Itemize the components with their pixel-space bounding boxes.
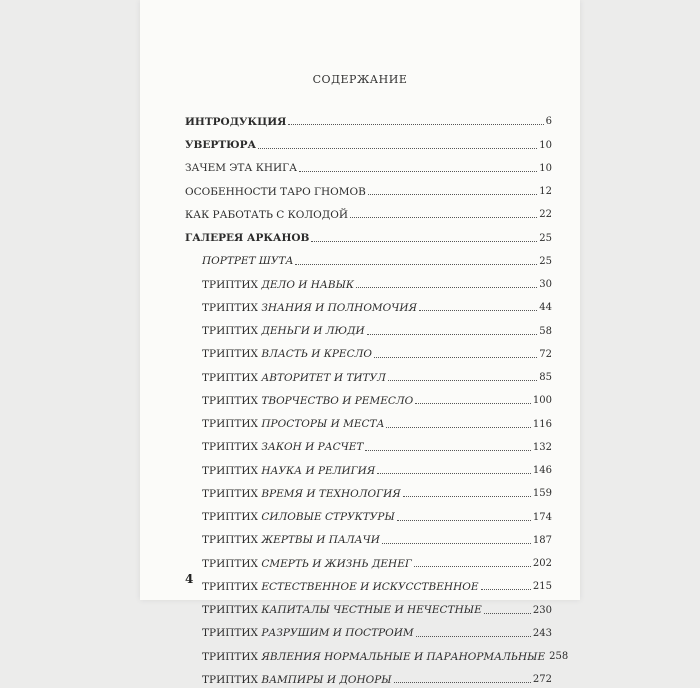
toc-entry-title bbox=[202, 535, 380, 546]
toc-entry-page: 230 bbox=[532, 604, 552, 616]
toc-entry-page: 10 bbox=[539, 139, 552, 151]
toc-entry bbox=[185, 130, 552, 153]
toc-entry-title bbox=[202, 373, 386, 384]
toc-entry-page: 243 bbox=[532, 627, 552, 639]
dot-leader bbox=[350, 217, 537, 218]
toc-entry-subtitle: НАУКА И РЕЛИГИЯ bbox=[261, 464, 376, 477]
toc-entry bbox=[185, 526, 552, 549]
toc-entry-title bbox=[202, 582, 479, 593]
toc-entry-title bbox=[202, 396, 413, 407]
toc-entry-subtitle: АВТОРИТЕТ И ТИТУЛ bbox=[261, 371, 386, 384]
toc-entry bbox=[185, 340, 552, 363]
toc-entry bbox=[185, 433, 552, 456]
toc-entry-title bbox=[202, 628, 414, 639]
toc-entry-title bbox=[185, 163, 297, 174]
toc-entry-lead: ТРИПТИХ bbox=[202, 650, 262, 663]
toc-entry bbox=[185, 154, 552, 177]
toc-entry-lead: ТРИПТИХ bbox=[202, 604, 262, 616]
toc-entry-title bbox=[202, 466, 375, 477]
toc-entry-subtitle: ЖЕРТВЫ И ПАЛАЧИ bbox=[261, 534, 380, 547]
toc-entry-subtitle: ЯВЛЕНИЯ НОРМАЛЬНЫЕ И ПАРАНОРМАЛЬНЫЕ bbox=[261, 650, 546, 663]
toc-entry-title bbox=[202, 349, 372, 360]
toc-entry-lead: ТРИПТИХ bbox=[202, 580, 262, 593]
table-of-contents bbox=[185, 107, 569, 688]
dot-leader bbox=[397, 520, 531, 521]
toc-entry-title bbox=[202, 675, 392, 686]
toc-entry-page: 12 bbox=[539, 186, 552, 197]
dot-leader bbox=[356, 287, 537, 288]
toc-entry-title bbox=[202, 605, 482, 616]
dot-leader bbox=[299, 171, 537, 172]
toc-entry-title bbox=[185, 210, 348, 221]
toc-entry bbox=[185, 665, 552, 688]
toc-entry bbox=[185, 572, 552, 595]
toc-entry-page: 30 bbox=[539, 279, 552, 290]
toc-entry-page: 6 bbox=[545, 116, 552, 128]
toc-entry-title bbox=[202, 489, 401, 500]
toc-entry-title bbox=[185, 117, 286, 128]
toc-entry-subtitle: СМЕРТЬ И ЖИЗНЬ ДЕНЕГ bbox=[261, 557, 412, 570]
dot-leader bbox=[288, 124, 543, 125]
toc-entry-title bbox=[202, 419, 384, 430]
toc-entry-subtitle: ДЕЛО И НАВЫК bbox=[261, 278, 355, 291]
toc-entry-page: 258 bbox=[549, 651, 569, 662]
toc-entry-page: 25 bbox=[539, 232, 552, 244]
dot-leader bbox=[367, 334, 538, 335]
toc-entry-page: 146 bbox=[532, 465, 552, 476]
toc-entry-page: 58 bbox=[539, 325, 552, 337]
dot-leader bbox=[481, 589, 531, 590]
toc-entry bbox=[185, 456, 552, 479]
toc-entry-lead: ТРИПТИХ bbox=[202, 627, 262, 640]
toc-entry-lead: ТРИПТИХ bbox=[202, 348, 262, 361]
toc-entry-title bbox=[202, 280, 354, 291]
toc-entry bbox=[185, 549, 552, 572]
toc-entry-title bbox=[202, 559, 412, 570]
toc-entry-subtitle: ЕСТЕСТВЕННОЕ И ИСКУССТВЕННОЕ bbox=[261, 580, 479, 593]
toc-entry-page: 272 bbox=[532, 674, 552, 686]
page-number: 4 bbox=[185, 572, 194, 586]
toc-entry-lead: ТРИПТИХ bbox=[202, 301, 262, 314]
toc-entry-lead: УВЕРТЮРА bbox=[185, 139, 257, 151]
toc-entry-lead: ТРИПТИХ bbox=[202, 441, 262, 454]
dot-leader bbox=[295, 264, 537, 265]
toc-entry bbox=[185, 107, 552, 130]
dot-leader bbox=[388, 380, 537, 381]
toc-entry bbox=[185, 247, 552, 270]
toc-entry-lead: ОСОБЕННОСТИ ТАРО ГНОМОВ bbox=[185, 185, 366, 198]
toc-entry-page: 22 bbox=[539, 209, 552, 221]
toc-entry bbox=[185, 223, 552, 246]
dot-leader bbox=[419, 310, 537, 311]
toc-entry-subtitle: ВЛАСТЬ И КРЕСЛО bbox=[261, 348, 372, 361]
toc-entry-page: 187 bbox=[532, 534, 552, 546]
toc-entry bbox=[185, 200, 552, 223]
toc-entry-lead: ТРИПТИХ bbox=[202, 673, 262, 686]
toc-entry-title bbox=[202, 326, 365, 337]
dot-leader bbox=[394, 682, 531, 683]
toc-entry bbox=[185, 409, 552, 432]
toc-entry-subtitle: КАПИТАЛЫ ЧЕСТНЫЕ И НЕЧЕСТНЫЕ bbox=[261, 604, 482, 616]
toc-entry-lead: ТРИПТИХ bbox=[202, 325, 262, 337]
toc-entry-title bbox=[202, 512, 395, 523]
toc-entry-page: 159 bbox=[532, 488, 552, 500]
toc-entry-lead: ТРИПТИХ bbox=[202, 278, 262, 291]
toc-entry-subtitle: ВРЕМЯ И ТЕХНОЛОГИЯ bbox=[261, 487, 401, 500]
toc-entry bbox=[185, 293, 552, 316]
toc-entry-page: 44 bbox=[539, 302, 552, 314]
toc-entry-lead: ИНТРОДУКЦИЯ bbox=[185, 115, 287, 128]
toc-entry-title bbox=[202, 256, 293, 267]
dot-leader bbox=[416, 636, 531, 637]
toc-entry-page: 25 bbox=[539, 255, 552, 267]
toc-entry bbox=[185, 595, 552, 618]
toc-entry-title bbox=[202, 442, 363, 453]
toc-entry-title bbox=[185, 187, 366, 198]
dot-leader bbox=[374, 357, 537, 358]
dot-leader bbox=[382, 543, 531, 544]
toc-entry-lead: ТРИПТИХ bbox=[202, 557, 262, 570]
dot-leader bbox=[368, 194, 537, 195]
toc-entry bbox=[185, 502, 552, 525]
toc-entry-lead: ТРИПТИХ bbox=[202, 464, 262, 477]
dot-leader bbox=[403, 496, 531, 497]
toc-title: СОДЕРЖАНИЕ bbox=[312, 73, 408, 86]
toc-entry-lead: ТРИПТИХ bbox=[202, 394, 262, 407]
toc-entry-lead: ТРИПТИХ bbox=[202, 511, 262, 523]
toc-entry-subtitle: ТВОРЧЕСТВО И РЕМЕСЛО bbox=[261, 394, 414, 407]
toc-entry-subtitle: ПОРТРЕТ ШУТА bbox=[202, 255, 294, 268]
toc-entry-subtitle: СИЛОВЫЕ СТРУКТУРЫ bbox=[261, 511, 395, 523]
dot-leader bbox=[258, 148, 537, 149]
toc-entry-page: 202 bbox=[532, 558, 552, 569]
toc-entry-lead: ГАЛЕРЕЯ АРКАНОВ bbox=[185, 232, 310, 244]
toc-entry-page: 116 bbox=[532, 418, 552, 430]
toc-entry-title bbox=[202, 303, 417, 314]
toc-entry bbox=[185, 363, 552, 386]
toc-entry bbox=[185, 619, 552, 642]
toc-entry bbox=[185, 479, 552, 502]
toc-entry-subtitle: ЗАКОН И РАСЧЕТ bbox=[261, 441, 364, 454]
toc-entry-page: 174 bbox=[532, 511, 552, 523]
toc-entry bbox=[185, 177, 552, 200]
dot-leader bbox=[484, 613, 531, 614]
toc-entry-subtitle: ДЕНЬГИ И ЛЮДИ bbox=[261, 325, 365, 337]
toc-entry bbox=[185, 316, 552, 339]
toc-entry-page: 85 bbox=[539, 372, 552, 383]
dot-leader bbox=[365, 450, 530, 451]
toc-entry-lead: ТРИПТИХ bbox=[202, 371, 262, 384]
toc-entry-title bbox=[185, 233, 309, 244]
toc-entry-subtitle: ВАМПИРЫ И ДОНОРЫ bbox=[261, 673, 392, 686]
toc-entry-lead: КАК РАБОТАТЬ С КОЛОДОЙ bbox=[185, 208, 349, 221]
toc-entry bbox=[185, 386, 552, 409]
dot-leader bbox=[311, 241, 537, 242]
dot-leader bbox=[386, 427, 530, 428]
toc-entry-lead: ТРИПТИХ bbox=[202, 487, 262, 500]
toc-entry-page: 215 bbox=[532, 581, 552, 593]
toc-entry bbox=[185, 642, 569, 665]
toc-entry bbox=[185, 270, 552, 293]
dot-leader bbox=[377, 473, 531, 474]
toc-entry-lead: ЗАЧЕМ ЭТА КНИГА bbox=[185, 162, 298, 175]
toc-entry-subtitle: ЗНАНИЯ И ПОЛНОМОЧИЯ bbox=[261, 301, 418, 314]
toc-entry-title bbox=[202, 652, 545, 663]
toc-entry-page: 100 bbox=[532, 395, 552, 407]
toc-entry-lead: ТРИПТИХ bbox=[202, 534, 262, 547]
dot-leader bbox=[414, 566, 531, 567]
toc-entry-page: 10 bbox=[539, 162, 552, 174]
book-page bbox=[140, 0, 580, 686]
toc-entry-page: 72 bbox=[539, 348, 552, 360]
toc-entry-lead: ТРИПТИХ bbox=[202, 418, 262, 430]
toc-entry-page: 132 bbox=[532, 441, 552, 453]
toc-entry-subtitle: ПРОСТОРЫ И МЕСТА bbox=[261, 418, 385, 430]
toc-entry-subtitle: РАЗРУШИМ И ПОСТРОИМ bbox=[261, 627, 414, 640]
dot-leader bbox=[415, 403, 531, 404]
toc-entry-title bbox=[185, 140, 256, 151]
